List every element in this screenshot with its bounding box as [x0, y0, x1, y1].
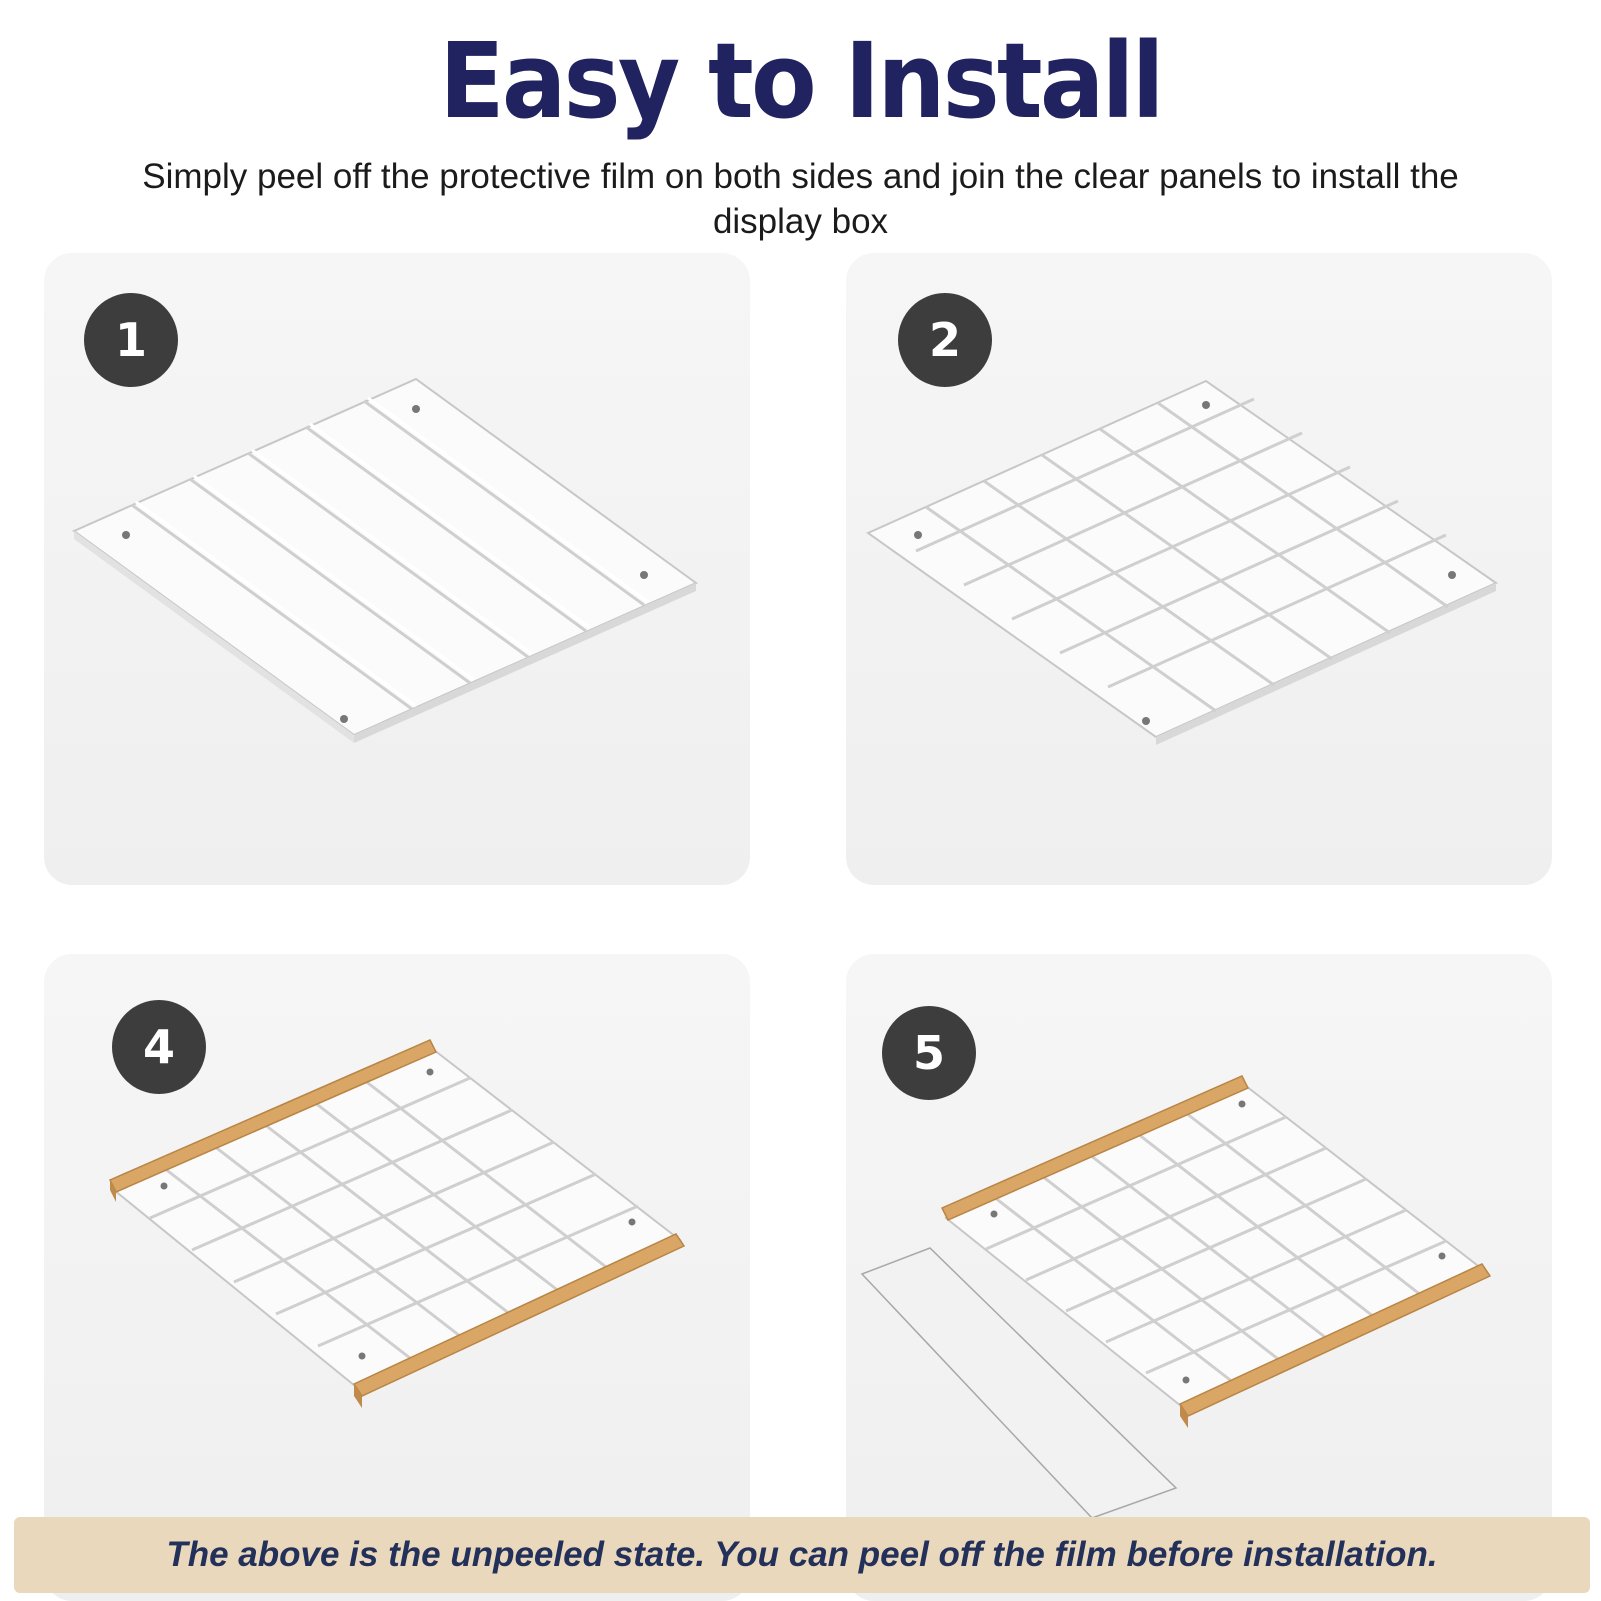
- step-2-badge: 2: [898, 293, 992, 387]
- step-1-illustration: [44, 253, 750, 885]
- step-4-panel: [44, 954, 750, 1601]
- page-subtitle: Simply peel off the protective film on both sides and join the clear panels to install the display box: [142, 157, 1459, 241]
- step-5-illustration: [846, 954, 1552, 1601]
- step-1-panel: [44, 253, 750, 885]
- step-4-badge: 4: [112, 1000, 206, 1094]
- step-5-badge: 5: [882, 1006, 976, 1100]
- step-2-panel: [846, 253, 1552, 885]
- footer-note: The above is the unpeeled state. You can peel off the film before installation.: [166, 1535, 1438, 1574]
- footer-banner: [14, 1517, 1590, 1593]
- step-1-badge: 1: [84, 293, 178, 387]
- page-title: Easy to Install: [439, 20, 1162, 142]
- step-4-illustration: [44, 954, 750, 1601]
- step-5-panel: [846, 954, 1552, 1601]
- step-2-illustration: [846, 253, 1552, 885]
